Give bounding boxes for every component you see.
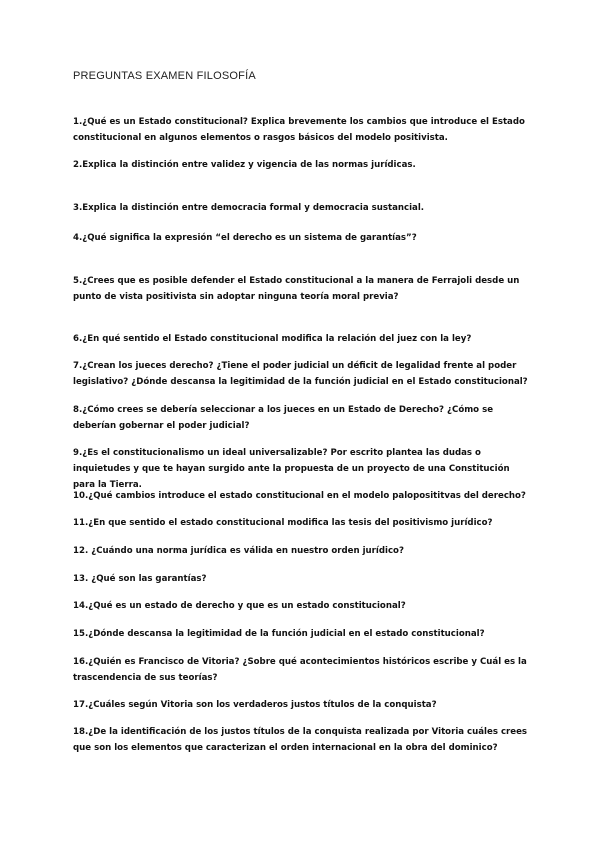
question-15: 15.¿Dónde descansa la legitimidad de la función judicial en el estado constitucional? [73, 629, 485, 639]
question-10: 10.¿Qué cambios introduce el estado constitucional en el modelo paloposititvas del derecho? [73, 491, 526, 501]
question-2: 2.Explica la distinción entre validez y vigencia de las normas jurídicas. [73, 160, 416, 170]
question-9: 9.¿Es el constitucionalismo un ideal universalizable? Por escrito plantea las dudas o inquietudes y que te hayan surgido ante la propuesta de un proyecto de una Constitución para la Tierra. [73, 448, 510, 490]
question-7: 7.¿Crean los jueces derecho? ¿Tiene el poder judicial un déficit de legalidad frente al poder legislativo? ¿Dónde descansa la legitimidad de la función judicial en el Estado constitucional? [73, 361, 528, 387]
question-8: 8.¿Cómo crees se debería seleccionar a los jueces en un Estado de Derecho? ¿Cómo se deberían gobernar el poder judicial? [73, 405, 494, 431]
question-1: 1.¿Qué es un Estado constitucional? Explica brevemente los cambios que introduce el Estado constitucional en algunos elementos o rasgos básicos del modelo positivista. [73, 117, 525, 143]
question-18: 18.¿De la identificación de los justos títulos de la conquista realizada por Vitoria cuáles crees que son los elementos que caracterizan el orden internacional en la obra del dominico? [73, 727, 528, 753]
question-16: 16.¿Quién es Francisco de Vitoria? ¿Sobre qué acontecimientos históricos escribe y Cuál es la trascendencia de sus teorías? [73, 657, 527, 683]
question-13: 13. ¿Qué son las garantías? [73, 574, 207, 584]
question-17: 17.¿Cuáles según Vitoria son los verdaderos justos títulos de la conquista? [73, 700, 437, 710]
question-3: 3.Explica la distinción entre democracia formal y democracia sustancial. [73, 203, 425, 213]
question-14: 14.¿Qué es un estado de derecho y que es un estado constitucional? [73, 601, 406, 611]
question-11: 11.¿En que sentido el estado constitucional modifica las tesis del positivismo jurídico? [73, 518, 493, 528]
document-title: PREGUNTAS EXAMEN FILOSOFÍA [73, 70, 256, 82]
question-12: 12. ¿Cuándo una norma jurídica es válida en nuestro orden jurídico? [73, 546, 404, 556]
question-5: 5.¿Crees que es posible defender el Estado constitucional a la manera de Ferrajoli desde un punto de vista positivista sin adoptar ninguna teoría moral previa? [73, 276, 520, 302]
question-6: 6.¿En qué sentido el Estado constitucional modifica la relación del juez con la ley? [73, 334, 472, 344]
question-4: 4.¿Qué significa la expresión “el derecho es un sistema de garantías”? [73, 233, 417, 243]
